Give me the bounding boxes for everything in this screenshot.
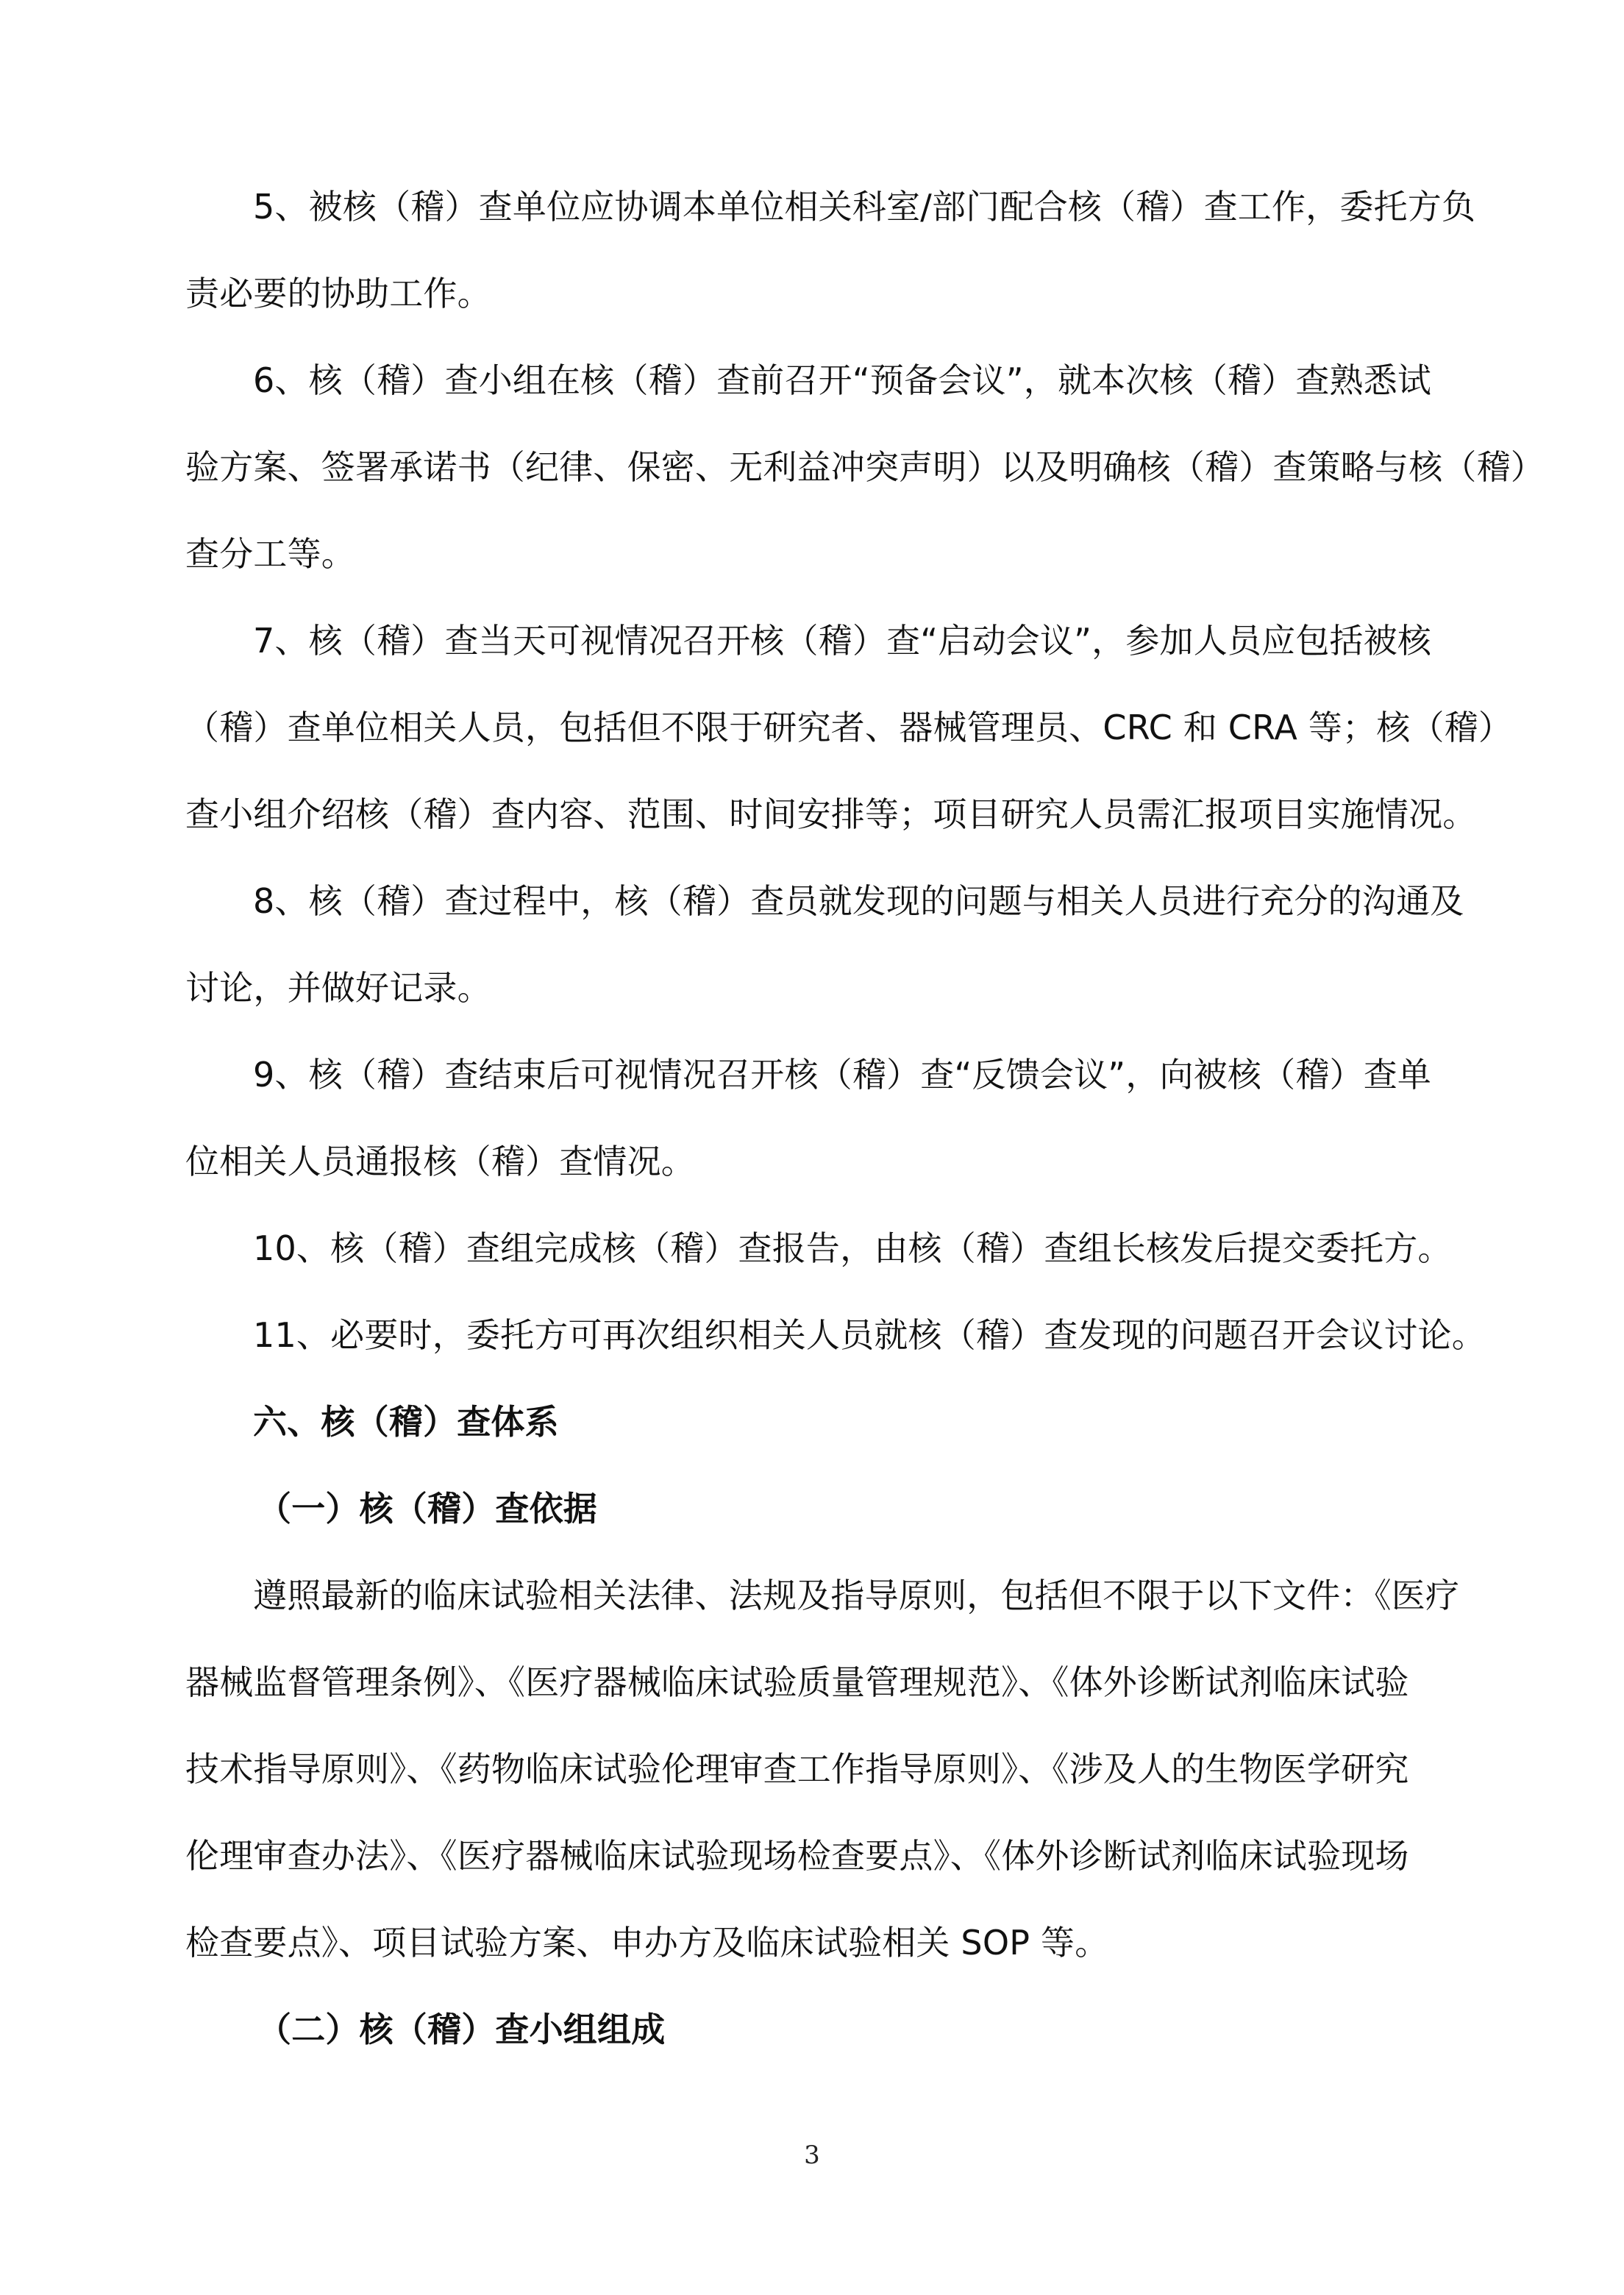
paragraph-line: 8、核（稽）查过程中，核（稽）查员就发现的问题与相关人员进行充分的沟通及	[253, 881, 1464, 921]
paragraph-line: 讨论，并做好记录。	[185, 968, 491, 1008]
paragraph-line: 9、核（稽）查结束后可视情况召开核（稽）查“反馈会议”，向被核（稽）查单	[253, 1055, 1432, 1095]
paragraph-item-8	[185, 858, 1464, 1031]
paragraph-line: 检查要点》、项目试验方案、申办方及临床试验相关 SOP 等。	[185, 1923, 1109, 1963]
paragraph-line: 器械监督管理条例》、《医疗器械临床试验质量管理规范》、《体外诊断试剂临床试验	[185, 1662, 1409, 1702]
paragraph-line: 5、被核（稽）查单位应协调本单位相关科室/部门配合核（稽）查工作，委托方负	[253, 187, 1476, 227]
paragraph-line: 6、核（稽）查小组在核（稽）查前召开“预备会议”，就本次核（稽）查熟悉试	[253, 360, 1432, 400]
paragraph-line: 7、核（稽）查当天可视情况召开核（稽）查“启动会议”，参加人员应包括被核	[253, 621, 1432, 661]
paragraph-item-5	[185, 163, 1476, 337]
paragraph-line: 伦理审查办法》、《医疗器械临床试验现场检查要点》、《体外诊断试剂临床试验现场	[185, 1836, 1409, 1876]
paragraph-line: 技术指导原则》、《药物临床试验伦理审查工作指导原则》、《涉及人的生物医学研究	[185, 1749, 1409, 1789]
paragraph-item-11	[185, 1292, 1486, 1378]
paragraph-line: 11、必要时，委托方可再次组织相关人员就核（稽）查发现的问题召开会议讨论。	[253, 1315, 1486, 1355]
paragraph-line: （稽）查单位相关人员，包括但不限于研究者、器械管理员、CRC 和 CRA 等；核（稽）	[185, 708, 1513, 747]
paragraph-line: 遵照最新的临床试验相关法律、法规及指导原则，包括但不限于以下文件：《医疗	[253, 1576, 1460, 1615]
paragraph-line: 查分工等。	[185, 534, 355, 574]
paragraph-line: 位相关人员通报核（稽）查情况。	[185, 1142, 695, 1181]
paragraph-item-7	[185, 597, 1513, 858]
subsection-heading-2	[185, 1986, 1447, 2073]
paragraph-line: 10、核（稽）查组完成核（稽）查报告，由核（稽）查组长核发后提交委托方。	[253, 1228, 1452, 1268]
section-heading	[185, 1378, 1447, 1465]
paragraph-line: 查小组介绍核（稽）查内容、范围、时间安排等；项目研究人员需汇报项目实施情况。	[185, 794, 1477, 834]
page-number: 3	[804, 2141, 820, 2170]
paragraph-item-6	[185, 337, 1545, 597]
subsection-heading-1	[185, 1465, 1447, 1552]
section-heading-text: 六、核（稽）查体系	[253, 1402, 559, 1442]
subsection-heading-text: （二）核（稽）查小组组成	[257, 2010, 666, 2049]
paragraph-item-9	[185, 1031, 1447, 1205]
basis-paragraph	[185, 1552, 1460, 1986]
paragraph-line: 验方案、签署承诺书（纪律、保密、无利益冲突声明）以及明确核（稽）查策略与核（稽）	[185, 447, 1545, 487]
paragraph-line: 责必要的协助工作。	[185, 274, 491, 313]
paragraph-item-10	[185, 1205, 1452, 1292]
subsection-heading-text: （一）核（稽）查依据	[257, 1489, 597, 1529]
